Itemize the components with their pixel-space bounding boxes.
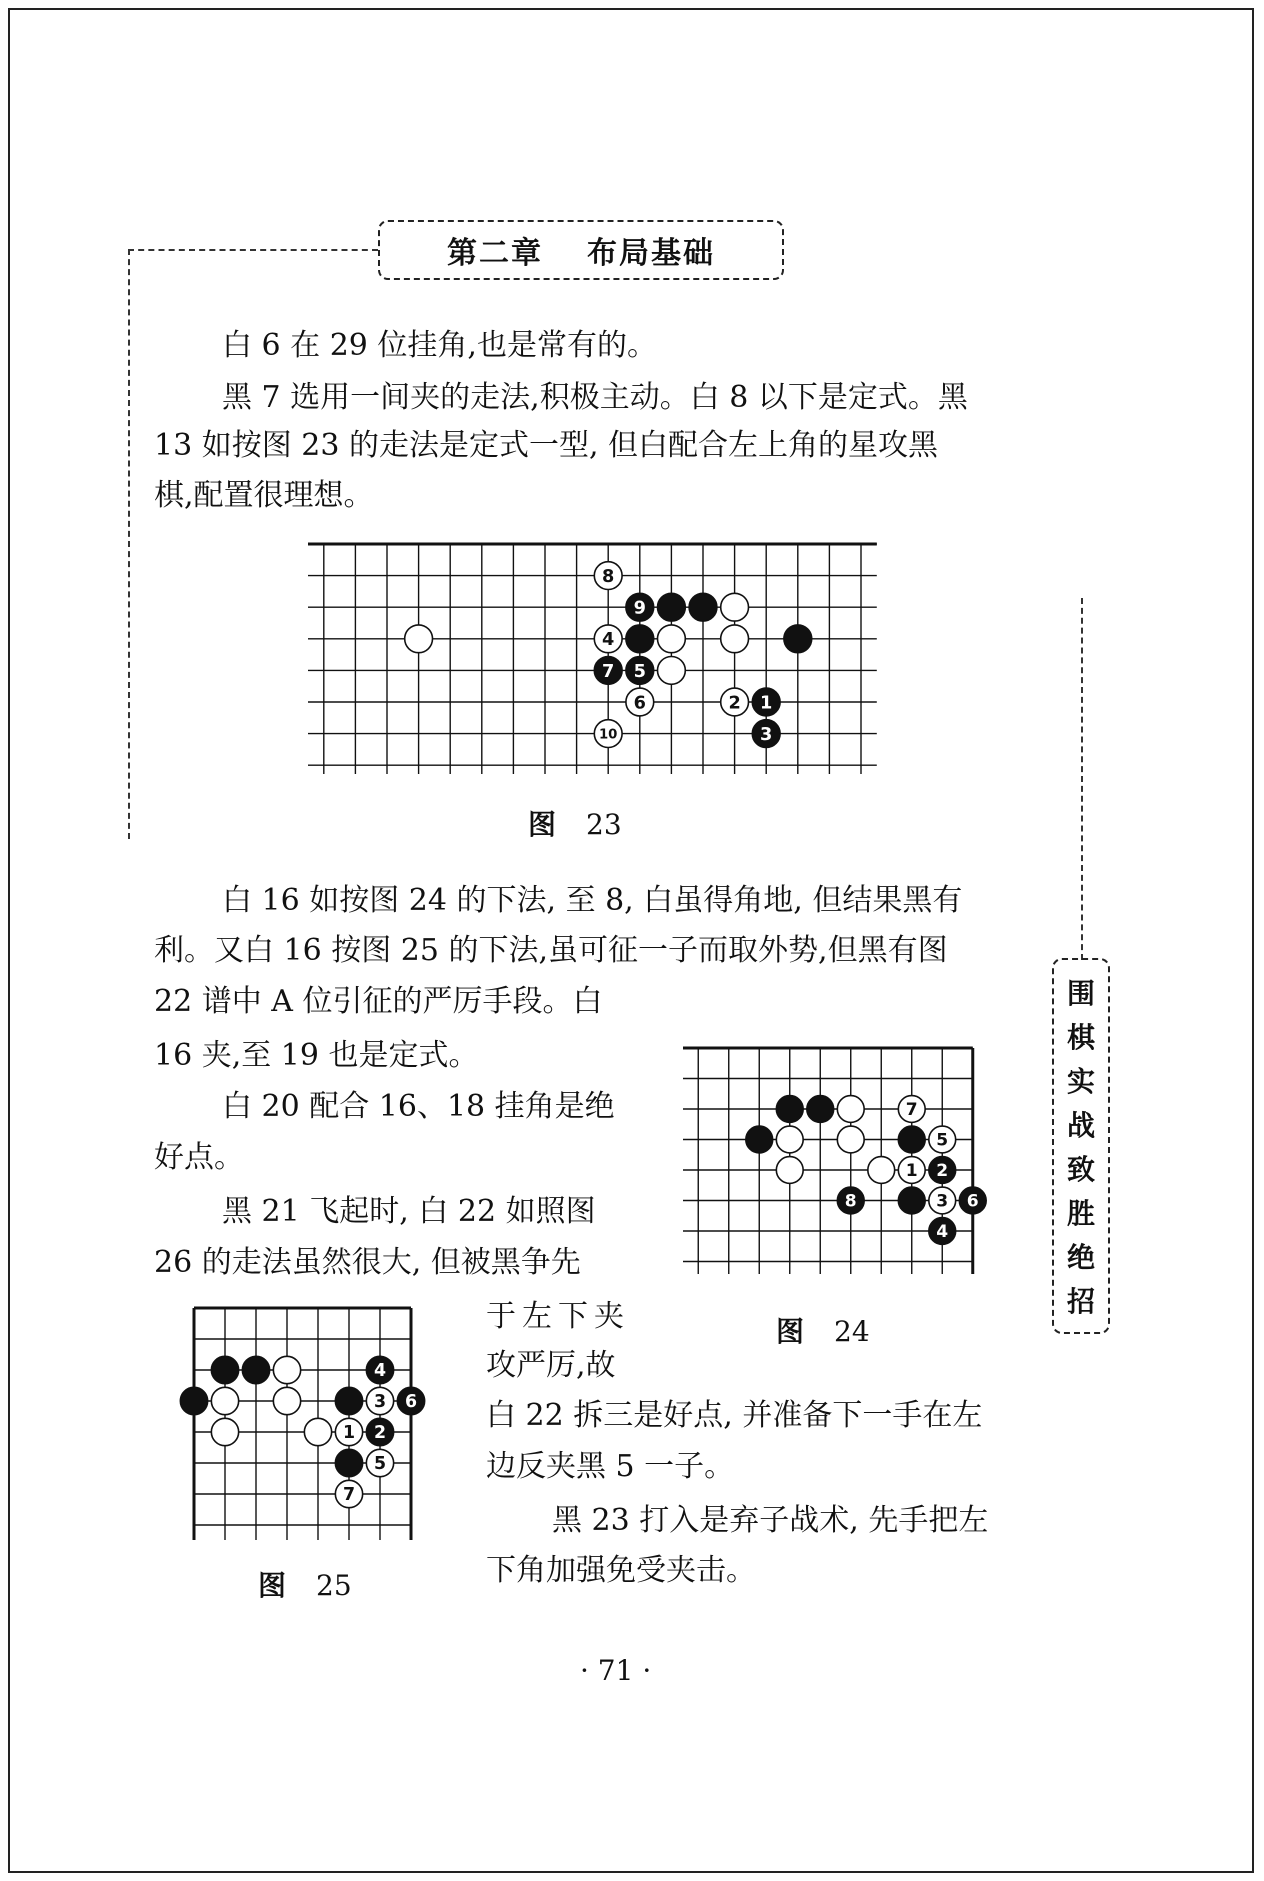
black-stone [752, 720, 780, 748]
paragraph-line: 26 的走法虽然很大, 但被黑争先 [154, 1245, 581, 1280]
chapter-title: 布局基础 [587, 236, 715, 271]
paragraph-line: 黑 21 飞起时, 白 22 如照图 [222, 1194, 596, 1229]
black-stone [807, 1096, 834, 1123]
side-title-char: 围 [1066, 977, 1095, 1010]
white-stone [405, 625, 433, 653]
black-stone [898, 1126, 925, 1153]
black-stone [746, 1126, 773, 1153]
paragraph-line: 棋,配置很理想。 [154, 478, 374, 513]
side-title-char: 招 [1066, 1285, 1095, 1318]
paragraph-line: 于左下夹 [486, 1299, 630, 1334]
side-title-char: 战 [1066, 1109, 1095, 1142]
black-stone [657, 593, 685, 621]
side-title-char: 绝 [1066, 1241, 1095, 1274]
go-diagram-fig23 [308, 542, 877, 774]
white-stone [366, 1387, 393, 1414]
paragraph-line: 下角加强免受夹击。 [486, 1553, 756, 1588]
move-number: 3 [936, 1191, 949, 1212]
board-svg [192, 1306, 418, 1540]
black-stone [366, 1356, 393, 1383]
move-number: 1 [342, 1423, 356, 1444]
white-stone [929, 1126, 956, 1153]
move-number: 3 [760, 724, 773, 745]
paragraph-line: 黑 23 打入是弃子战术, 先手把左 [552, 1503, 989, 1538]
side-title-char: 致 [1066, 1153, 1095, 1186]
move-number: 10 [598, 727, 618, 743]
move-number: 7 [342, 1485, 356, 1506]
side-title-char: 棋 [1066, 1021, 1095, 1054]
white-stone [304, 1418, 331, 1445]
white-stone [335, 1480, 362, 1507]
board-svg [308, 542, 877, 774]
black-stone [594, 656, 622, 684]
side-book-title [1052, 958, 1110, 1334]
white-stone [594, 562, 622, 590]
go-diagram-fig24 [683, 1046, 979, 1274]
white-stone [776, 1126, 803, 1153]
white-stone [626, 688, 654, 716]
black-stone [397, 1387, 424, 1414]
black-stone [837, 1187, 864, 1214]
board-svg [683, 1046, 979, 1274]
black-stone [626, 625, 654, 653]
fig-label: 图 [528, 808, 557, 841]
black-stone [898, 1187, 925, 1214]
white-stone [837, 1126, 864, 1153]
move-number: 2 [373, 1423, 387, 1444]
white-stone [657, 656, 685, 684]
white-stone [929, 1187, 956, 1214]
move-number: 3 [373, 1392, 387, 1413]
paragraph-line: 黑 7 选用一间夹的走法,积极主动。白 8 以下是定式。黑 [222, 380, 968, 415]
fig23-caption [528, 803, 622, 843]
black-stone [689, 593, 717, 621]
fig-number: 25 [316, 1569, 352, 1602]
paragraph-line: 白 16 如按图 24 的下法, 至 8, 白虽得角地, 但结果黑有 [222, 883, 963, 918]
page-number: · 71 · [580, 1654, 652, 1687]
paragraph-line: 白 6 在 29 位挂角,也是常有的。 [222, 328, 657, 363]
white-stone [273, 1387, 300, 1414]
side-title-char: 实 [1066, 1065, 1095, 1098]
right-dash-line [1081, 598, 1083, 960]
move-number: 6 [633, 693, 646, 714]
white-stone [721, 688, 749, 716]
paragraph-line: 22 谱中 A 位引征的严厉手段。白 [154, 984, 603, 1019]
fig25-caption [258, 1564, 352, 1604]
move-number: 5 [373, 1454, 387, 1475]
white-stone [211, 1387, 238, 1414]
white-stone [594, 625, 622, 653]
paragraph-line: 13 如按图 23 的走法是定式一型, 但白配合左上角的星攻黑 [154, 428, 939, 463]
white-stone [837, 1096, 864, 1123]
move-number: 6 [966, 1191, 979, 1212]
black-stone [626, 593, 654, 621]
chapter-header [378, 220, 784, 280]
black-stone [335, 1387, 362, 1414]
white-stone [898, 1096, 925, 1123]
move-number: 5 [633, 661, 646, 682]
move-number: 4 [373, 1361, 387, 1382]
paragraph-line: 攻严厉,故 [486, 1348, 616, 1383]
paragraph-line: 好点。 [154, 1140, 244, 1175]
move-number: 7 [602, 661, 615, 682]
move-number: 2 [728, 693, 741, 714]
black-stone [626, 656, 654, 684]
white-stone [721, 625, 749, 653]
move-number: 8 [844, 1191, 857, 1212]
side-title-char: 胜 [1066, 1197, 1095, 1230]
move-number: 7 [905, 1100, 918, 1121]
white-stone [868, 1157, 895, 1184]
black-stone [776, 1096, 803, 1123]
black-stone [784, 625, 812, 653]
black-stone [242, 1356, 269, 1383]
white-stone [776, 1157, 803, 1184]
paragraph-line: 利。又白 16 按图 25 的下法,虽可征一子而取外势,但黑有图 [154, 933, 948, 968]
black-stone [211, 1356, 238, 1383]
move-number: 6 [404, 1392, 418, 1413]
black-stone [335, 1449, 362, 1476]
move-number: 4 [602, 630, 615, 651]
move-number: 4 [936, 1222, 949, 1243]
fig-label: 图 [776, 1315, 805, 1348]
white-stone [211, 1418, 238, 1445]
black-stone [752, 688, 780, 716]
paragraph-line: 16 夹,至 19 也是定式。 [154, 1038, 479, 1073]
header-dash-line [128, 249, 378, 251]
fig-number: 24 [834, 1315, 870, 1348]
black-stone [959, 1187, 986, 1214]
white-stone [898, 1157, 925, 1184]
go-diagram-fig25 [192, 1306, 418, 1540]
chapter-number: 第二章 [447, 236, 543, 271]
move-number: 2 [936, 1161, 949, 1182]
white-stone [721, 593, 749, 621]
white-stone [366, 1449, 393, 1476]
fig-label: 图 [258, 1569, 287, 1602]
move-number: 9 [633, 598, 646, 619]
paragraph-line: 白 20 配合 16、18 挂角是绝 [222, 1089, 615, 1124]
black-stone [180, 1387, 207, 1414]
black-stone [929, 1218, 956, 1245]
left-dash-line [128, 249, 130, 839]
move-number: 1 [905, 1161, 918, 1182]
move-number: 5 [936, 1130, 949, 1151]
black-stone [366, 1418, 393, 1445]
white-stone [657, 625, 685, 653]
fig24-caption [776, 1310, 870, 1350]
white-stone [335, 1418, 362, 1445]
white-stone [594, 720, 622, 748]
paragraph-line: 边反夹黑 5 一子。 [486, 1449, 735, 1484]
move-number: 1 [760, 693, 773, 714]
move-number: 8 [602, 566, 615, 587]
paragraph-line: 白 22 拆三是好点, 并准备下一手在左 [486, 1398, 983, 1433]
fig-number: 23 [586, 808, 622, 841]
white-stone [273, 1356, 300, 1383]
black-stone [929, 1157, 956, 1184]
